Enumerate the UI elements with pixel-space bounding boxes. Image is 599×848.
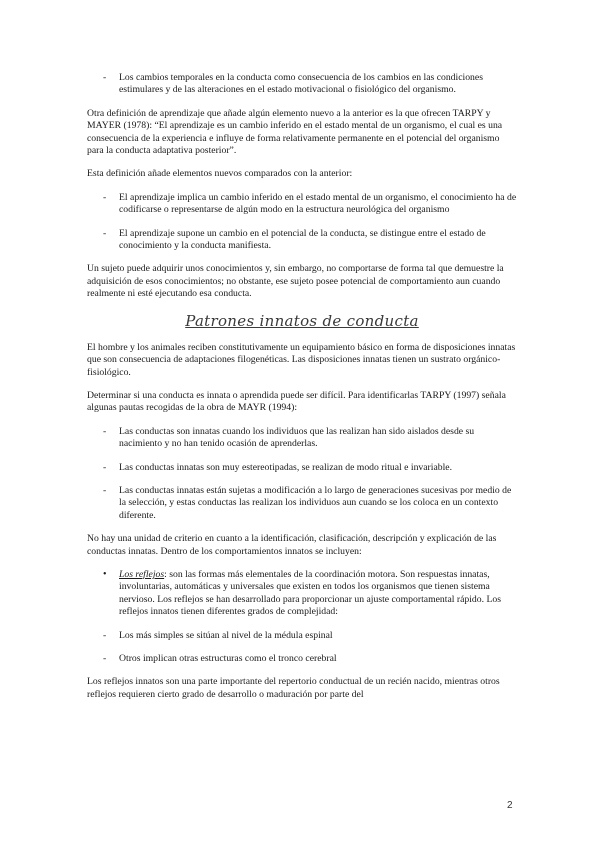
list-item-text: El aprendizaje implica un cambio inferido en el estado mental de un organismo, el conocimiento ha de codificarse o representarse de algún modo en la estructura neurológica del organismo	[119, 191, 517, 216]
complexity-list	[87, 630, 517, 666]
list-item-text: Las conductas innatas están sujetas a modificación a lo largo de generaciones sucesivas por medio de la selección, y estas conductas las realizan los individuos aun cuando se los coloca en un contexto diferente.	[119, 484, 512, 521]
dash-marker: -	[103, 461, 107, 473]
dash-marker: -	[103, 191, 107, 203]
dash-marker: -	[103, 629, 107, 641]
elements-list	[87, 192, 517, 253]
page-body	[87, 72, 517, 712]
paragraph-innate-equipment: El hombre y los animales reciben constitutivamente un equipamiento básico en forma de disposiciones innatas que son consecuencia de adaptaciones filogenéticas. Las disposiciones innatas tienen un sustrato orgánico-fisiológico.	[87, 341, 516, 378]
list-item	[87, 569, 517, 619]
list-item-text: Las conductas innatas son muy estereotipadas, se realizan de modo ritual e invariable.	[119, 461, 453, 473]
dash-marker: -	[103, 227, 107, 239]
list-item-text: Las conductas son innatas cuando los individuos que las realizan han sido aislados desde su nacimiento y no han tenido ocasión de aprenderlas.	[119, 425, 475, 450]
list-item-text: El aprendizaje supone un cambio en el potencial de la conducta, se distingue entre el estado de conocimiento y la conducta manifiesta.	[119, 227, 486, 252]
term-reflexes: Los reflejos	[119, 568, 165, 580]
list-item	[87, 653, 517, 665]
list-item-text: Los más simples se sitúan al nivel de la médula espinal	[119, 629, 333, 641]
page-number: 2	[507, 800, 513, 811]
dash-marker: -	[103, 425, 107, 437]
list-item-text: Otros implican otras estructuras como el tronco cerebral	[119, 653, 337, 664]
list-item	[87, 630, 517, 642]
paragraph-newborn: Los reflejos innatos son una parte importante del repertorio conductual de un recién nacido, mientras otros reflejos requieren cierto grado de desarrollo o maduración por parte del	[87, 676, 500, 700]
paragraph-criteria: No hay una unidad de criterio en cuanto a la identificación, clasificación, descripción y explicación de las conductas innatas. Dentro de los comportamientos innatos se incluyen:	[87, 533, 497, 557]
paragraph-new-elements: Esta definición añade elementos nuevos comparados con la anterior:	[87, 168, 353, 180]
list-item	[87, 462, 517, 474]
paragraph-definition: Otra definición de aprendizaje que añade algún elemento nuevo a la anterior es la que ofrecen TARPY y MAYER (1978): “El aprendizaje es un cambio inferido en el estado mental de un organismo, el cual es una consecuencia de la experiencia e influye de forma relativamente permanente en el potencial del organismo para la conducta adaptativa posterior”.	[87, 107, 503, 157]
list-item-text: Los cambios temporales en la conducta como consecuencia de los cambios en las condiciones estimulares y de las alteraciones en el estado motivacional o fisiológico del organismo.	[119, 72, 483, 96]
intro-list	[87, 72, 517, 97]
criteria-list	[87, 426, 517, 522]
list-item	[87, 426, 517, 451]
paragraph-subject: Un sujeto puede adquirir unos conocimientos y, sin embargo, no comportarse de forma tal que demuestre la adquisición de esos conocimientos; no obstante, ese sujeto posee potencial de comportamiento aun cuando realmente ni esté ejecutando esa conducta.	[87, 263, 504, 300]
list-item-text: : son las formas más elementales de la coordinación motora. Son respuestas innatas, involuntarias, automáticas y universales que existen en todos los organismos que tienen sistema nervioso. Los reflejos se han desarrollado para proporcionar un ajuste comportamental rápido. Los reflejos innatos tienen diferentes grados de complejidad:	[119, 568, 501, 618]
dash-marker: -	[103, 72, 107, 83]
dash-marker: -	[103, 653, 107, 664]
reflex-bullet-list	[87, 569, 517, 619]
list-item	[87, 192, 517, 217]
bullet-marker: •	[103, 568, 107, 580]
list-item	[87, 485, 517, 522]
list-item	[87, 228, 517, 253]
dash-marker: -	[103, 484, 107, 496]
list-item	[87, 72, 517, 97]
section-heading: Patrones innatos de conducta	[185, 311, 419, 330]
paragraph-determine: Determinar si una conducta es innata o aprendida puede ser difícil. Para identificarlas TARPY (1997) señala algunas pautas recogidas de la obra de MAYR (1994):	[87, 389, 506, 414]
